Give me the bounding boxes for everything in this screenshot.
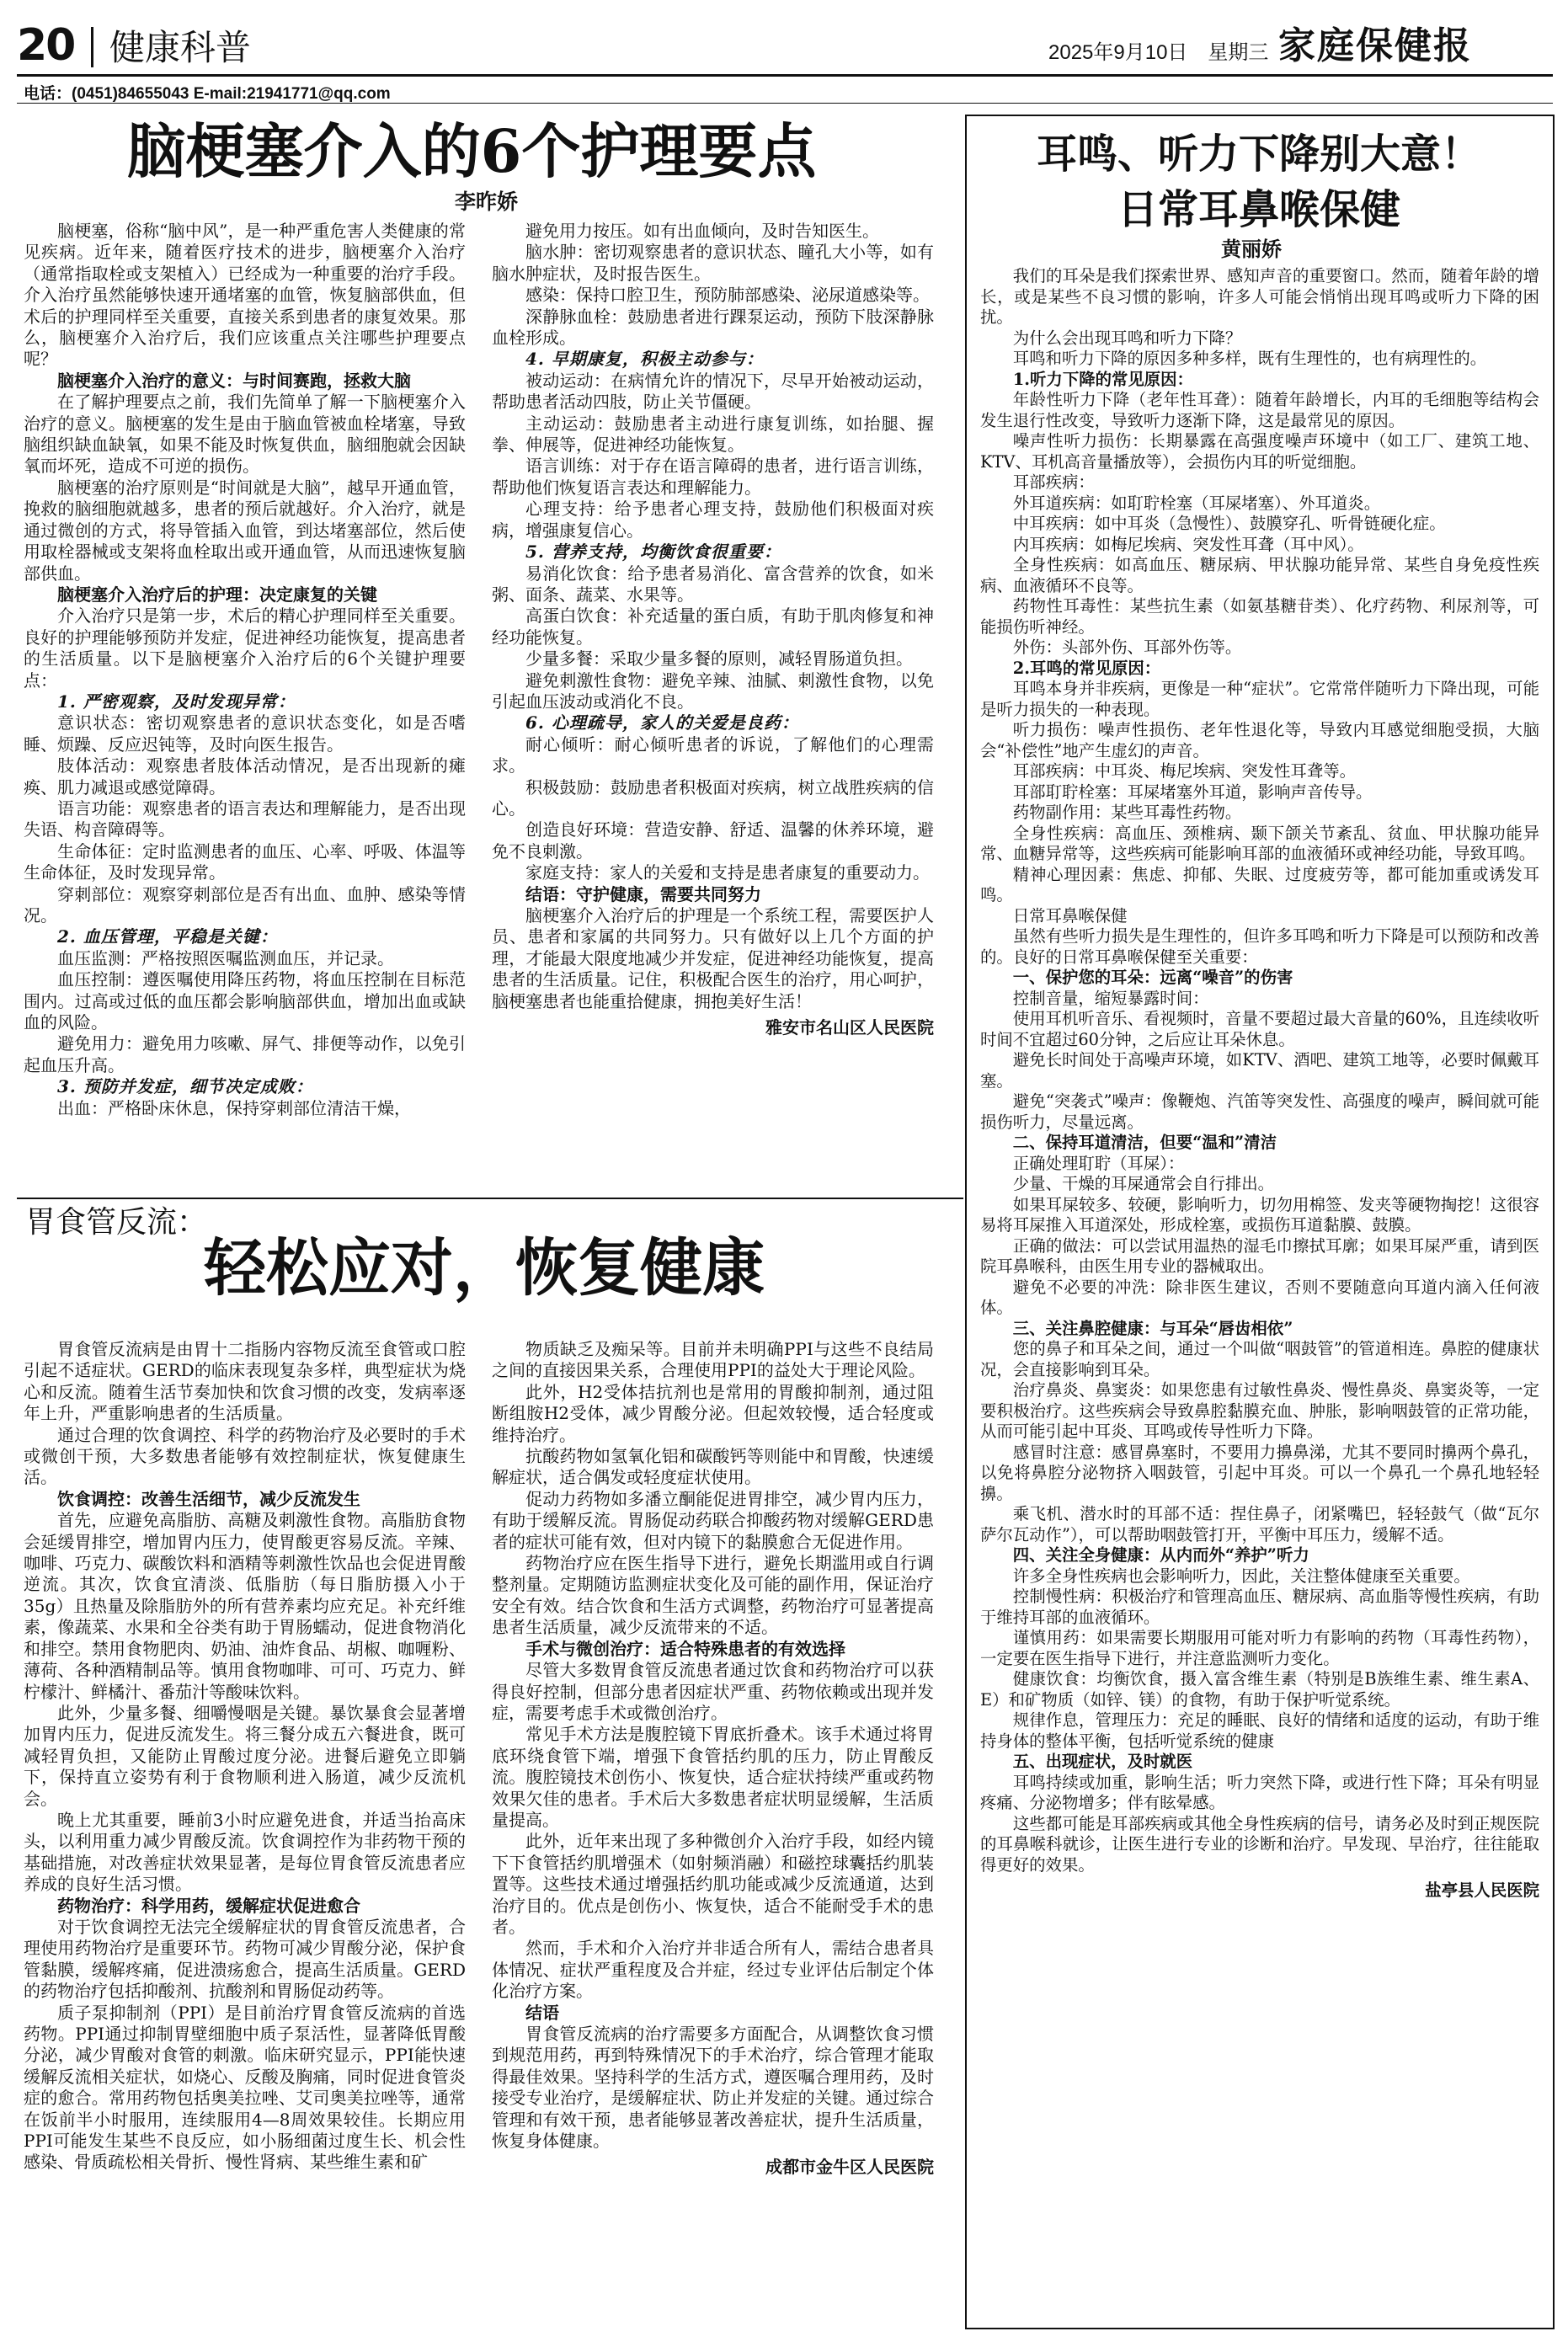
article2-column-2	[492, 1339, 934, 2333]
paragraph: 脑梗塞的治疗原则是“时间就是大脑”，越早开通血管，挽救的脑细胞就越多，患者的预后就越好。介入治疗，就是通过微创的方式，将导管插入血管，到达堵塞部位，然后使用取栓器械或支架将血栓取出或开通血管，从而迅速恢复脑部供血。	[24, 477, 466, 584]
paragraph: 脑梗塞，俗称“脑中风”，是一种严重危害人类健康的常见疾病。近年来，随着医疗技术的进步，脑梗塞介入治疗（通常指取栓或支架植入）已经成为一种重要的治疗手段。介入治疗虽然能够快速开通堵塞的血管，恢复脑部供血，但术后的护理同样至关重要，直接关系到患者的康复效果。那么，脑梗塞介入治疗后，我们应该重点关注哪些护理要点呢？	[24, 221, 466, 370]
paragraph: 噪声性听力损伤：长期暴露在高强度噪声环境中（如工厂、建筑工地、KTV、耳机高音量播放等），会损伤内耳的听觉细胞。	[980, 431, 1539, 472]
paragraph: 出血：严格卧床休息，保持穿刺部位清洁干燥，	[57, 1097, 411, 1118]
paragraph: 语言训练：对于存在语言障碍的患者，进行语言训练，帮助他们恢复语言表达和理解能力。	[492, 456, 934, 498]
numbered-heading: 2. 血压管理，平稳是关键：	[57, 926, 278, 947]
article3-body	[980, 266, 1539, 2321]
article1-title: 脑梗塞介入的6个护理要点	[126, 116, 817, 186]
numbered-heading: 5. 营养支持，均衡饮食很重要：	[525, 541, 781, 563]
paragraph: 创造良好环境：营造安静、舒适、温馨的休养环境，避免不良刺激。	[492, 819, 934, 862]
header-divider	[91, 27, 93, 67]
paragraph: 主动运动：鼓励患者主动进行康复训练，如抬腿、握拳、伸展等，促进神经功能恢复。	[492, 413, 934, 456]
paragraph: 精神心理因素：焦虑、抑郁、失眠、过度疲劳等，都可能加重或诱发耳鸣。	[980, 864, 1539, 904]
article3-title-line2: 日常耳鼻喉保健	[1117, 186, 1400, 233]
subheading: 饮食调控：改善生活细节，减少反流发生	[57, 1488, 360, 1509]
subheading: 脑梗塞介入治疗后的护理：决定康复的关键	[57, 584, 377, 605]
paragraph: 避免不必要的冲洗：除非医生建议，否则不要随意向耳道内滴入任何液体。	[980, 1277, 1539, 1317]
paragraph: 避免长时间处于高噪声环境，如KTV、酒吧、建筑工地等，必要时佩戴耳塞。	[980, 1050, 1539, 1091]
paragraph: 穿刺部位：观察穿刺部位是否有出血、血肿、感染等情况。	[24, 883, 466, 926]
paragraph: 听力损伤：噪声性损伤、老年性退化等，导致内耳感觉细胞受损，大脑会“补偿性”地产生虚幻的声音。	[980, 720, 1539, 760]
paragraph: 少量、干燥的耳屎通常会自行排出。	[1012, 1174, 1275, 1193]
paragraph: 在了解护理要点之前，我们先简单了解一下脑梗塞介入治疗的意义。脑梗塞的发生是由于脑血管被血栓堵塞，导致脑组织缺血缺氧，如果不能及时恢复供血，脑细胞就会因缺氧而坏死，造成不可逆的损伤。	[24, 392, 466, 477]
paragraph: 质子泵抑制剂（PPI）是目前治疗胃食管反流病的首选药物。PPI通过抑制胃壁细胞中质子泵活性，显著降低胃酸分泌，减少胃酸对食管的刺激。临床研究显示，PPI能快速缓解反流相关症状，如烧心、反酸及胸痛，同时促进食管炎症的愈合。常用药物包括奥美拉唑、艾司奥美拉唑等，通常在饭前半小时服用，连续服用4—8周效果较佳。长期应用PPI可能发生某些不良反应，如小肠细菌过度生长、机会性感染、骨质疏松相关骨折、慢性肾病、某些维生素和矿	[24, 2002, 466, 2173]
subheading: 脑梗塞介入治疗的意义：与时间赛跑，拯救大脑	[57, 370, 411, 391]
contact-line: 电话：(0451)84655043 E-mail:21941771@qq.com	[24, 85, 391, 103]
paragraph: 中耳疾病：如中耳炎（急慢性）、鼓膜穿孔、听骨链硬化症。	[1012, 514, 1446, 533]
paragraph: 积极鼓励：鼓励患者积极面对疾病，树立战胜疾病的信心。	[492, 776, 934, 819]
article3-title-line1: 耳鸣、听力下降别大意！	[1036, 131, 1481, 178]
paragraph: 生命体征：定时监测患者的血压、心率、呼吸、体温等生命体征，及时发现异常。	[24, 840, 466, 883]
paragraph: 外耳道疾病：如耵聍栓塞（耳屎堵塞）、外耳道炎。	[1012, 493, 1381, 513]
paragraph: 避免“突袭式”噪声：像鞭炮、汽笛等突发性、高强度的噪声，瞬间就可能损伤听力，尽量远离。	[980, 1091, 1539, 1132]
paragraph: 控制慢性病：积极治疗和管理高血压、糖尿病、高血脂等慢性疾病，有助于维持耳部的血液循环。	[980, 1587, 1539, 1627]
subheading: 一、保护您的耳朵：远离“噪音”的伤害	[1012, 968, 1293, 987]
hospital-signature: 雅安市名山区人民医院	[765, 1017, 934, 1038]
paragraph: 耳部疾病：中耳炎、梅尼埃病、突发性耳聋等。	[1012, 761, 1356, 781]
newspaper-name: 家庭保健报	[1278, 24, 1472, 67]
paragraph: 对于饮食调控无法完全缓解症状的胃食管反流患者，合理使用药物治疗是重要环节。药物可减少胃酸分泌，保护食管黏膜，缓解疼痛，促进溃疡愈合，提高生活质量。GERD的药物治疗包括抑酸剂、抗酸剂和胃肠促动药等。	[24, 1916, 466, 2002]
paragraph: 晚上尤其重要，睡前3小时应避免进食，并适当抬高床头，以利用重力减少胃酸反流。饮食调控作为非药物干预的基础措施，对改善症状效果显著，是每位胃食管反流患者应养成的良好生活习惯。	[24, 1809, 466, 1895]
paragraph: 虽然有些听力损失是生理性的，但许多耳鸣和听力下降是可以预防和改善的。良好的日常耳鼻喉保健至关重要：	[980, 926, 1539, 967]
hospital-signature: 成都市金牛区人民医院	[765, 2157, 934, 2178]
paragraph: 耳鸣本身并非疾病，更像是一种“症状”。它常常伴随听力下降出现，可能是听力损失的一种表现。	[980, 679, 1539, 719]
subheading: 五、出现症状，及时就医	[1012, 1752, 1193, 1771]
paragraph: 正确的做法：可以尝试用温热的湿毛巾擦拭耳廓；如果耳屎严重，请到医院耳鼻喉科，由医生用专业的器械取出。	[980, 1235, 1539, 1276]
numbered-heading: 1. 严密观察，及时发现异常：	[57, 691, 296, 712]
paragraph: 如果耳屎较多、较硬，影响听力，切勿用棉签、发夹等硬物掏挖！这很容易将耳屎推入耳道深处，形成栓塞，或损伤耳道黏膜、鼓膜。	[980, 1194, 1539, 1235]
paragraph: 治疗鼻炎、鼻窦炎：如果您患有过敏性鼻炎、慢性鼻炎、鼻窦炎等，一定要积极治疗。这些疾病会导致鼻腔黏膜充血、肿胀，影响咽鼓管的正常功能，从而可能引起中耳炎、耳鸣或传导性听力下降。	[980, 1380, 1539, 1441]
numbered-heading: 3. 预防并发症，细节决定成败：	[57, 1076, 313, 1097]
article2-column-1	[24, 1339, 466, 2333]
article3-title	[968, 126, 1549, 237]
numbered-heading: 4. 早期康复，积极主动参与：	[525, 349, 764, 370]
paragraph: 药物性耳毒性：某些抗生素（如氨基糖苷类）、化疗药物、利尿剂等，可能损伤听神经。	[980, 596, 1539, 637]
subheading: 1.听力下降的常见原因：	[1012, 369, 1193, 389]
paragraph: 谨慎用药：如果需要长期服用可能对听力有影响的药物（耳毒性药物），一定要在医生指导下进行，并注意监测听力变化。	[980, 1628, 1539, 1668]
paragraph: 全身性疾病：如高血压、糖尿病、甲状腺功能异常、某些自身免疫性疾病、血液循环不良等。	[980, 555, 1539, 595]
paragraph: 被动运动：在病情允许的情况下，尽早开始被动运动，帮助患者活动四肢，防止关节僵硬。	[492, 370, 934, 413]
paragraph: 此外，少量多餐、细嚼慢咽是关键。暴饮暴食会显著增加胃内压力，促进反流发生。将三餐分成五六餐进食，既可减轻胃负担，又能防止胃酸过度分泌。进餐后避免立即躺下，保持直立姿势有利于食物顺利进入肠道，减少反流机会。	[24, 1702, 466, 1809]
article2-title: 轻松应对，恢复健康	[204, 1232, 765, 1304]
paragraph: 规律作息，管理压力：充足的睡眠、良好的情绪和适度的运动，有助于维持身体的整体平衡，包括听觉系统的健康	[980, 1710, 1539, 1751]
article-separator	[17, 1198, 963, 1199]
paragraph: 首先，应避免高脂肪、高糖及刺激性食物。高脂肪食物会延缓胃排空，增加胃内压力，使胃酸更容易反流。辛辣、咖啡、巧克力、碳酸饮料和酒精等刺激性饮品也会促进胃酸逆流。其次，饮食宜清淡、低脂肪（每日脂肪摄入小于35g）且热量及除脂肪外的所有营养素均应充足。补充纤维素，像蔬菜、水果和全谷类有助于胃肠蠕动，促进食物消化和排空。禁用食物肥肉、奶油、油炸食品、胡椒、咖喱粉、薄荷、各种酒精制品等。慎用食物咖啡、可可、巧克力、鲜柠檬汁、鲜橘汁、番茄汁等酸味饮料。	[24, 1510, 466, 1702]
issue-date: 2025年9月10日 星期三	[1048, 41, 1269, 64]
paragraph: 介入治疗只是第一步，术后的精心护理同样至关重要。良好的护理能够预防并发症，促进神经功能恢复，提高患者的生活质量。以下是脑梗塞介入治疗后的6个关键护理要点：	[24, 606, 466, 691]
paragraph: 肢体活动：观察患者肢体活动情况，是否出现新的瘫痪、肌力减退或感觉障碍。	[24, 755, 466, 798]
paragraph: 您的鼻子和耳朵之间，通过一个叫做“咽鼓管”的管道相连。鼻腔的健康状况，会直接影响到耳朵。	[980, 1339, 1539, 1379]
paragraph: 血压监测：严格按照医嘱监测血压，并记录。	[57, 947, 394, 968]
paragraph: 此外，近年来出现了多种微创介入治疗手段，如经内镜下下食管括约肌增强术（如射频消融）和磁控球囊括约肌装置等。这些技术通过增强括约肌功能或减少反流通道，达到治疗目的。优点是创伤小、恢复快，适合不能耐受手术的患者。	[492, 1831, 934, 1937]
paragraph: 避免用力：避免用力咳嗽、屏气、排便等动作，以免引起血压升高。	[24, 1033, 466, 1075]
hospital-signature: 盐亭县人民医院	[1425, 1881, 1539, 1900]
subheading: 结语：守护健康，需要共同努力	[525, 883, 761, 904]
paragraph: 全身性疾病：高血压、颈椎病、颞下颌关节紊乱、贫血、甲状腺功能异常、血糖异常等，这些疾病可能影响耳部的血液循环或神经功能，导致耳鸣。	[980, 823, 1539, 863]
subheading: 三、关注鼻腔健康：与耳朵“唇齿相依”	[1012, 1318, 1293, 1338]
paragraph: 此外，H2受体拮抗剂也是常用的胃酸抑制剂，通过阻断组胺H2受体，减少胃酸分泌。但起效较慢，适合轻度或维持治疗。	[492, 1381, 934, 1445]
paragraph: 感染：保持口腔卫生，预防肺部感染、泌尿道感染等。	[525, 285, 930, 306]
paragraph: 耳鸣持续或加重，影响生活；听力突然下降，或进行性下降；耳朵有明显疼痛、分泌物增多；伴有眩晕感。	[980, 1772, 1539, 1812]
article1-column-2	[492, 221, 934, 1198]
paragraph: 少量多餐：采取少量多餐的原则，减轻胃肠道负担。	[525, 648, 913, 670]
page-number: 20	[17, 20, 75, 71]
paragraph: 促动力药物如多潘立酮能促进胃排空，减少胃内压力，有助于缓解反流。胃肠促动药联合抑酸药物对缓解GERD患者的症状可能有效，但对内镜下的黏膜愈合无促进作用。	[492, 1488, 934, 1552]
article1-column-1	[24, 221, 466, 1198]
paragraph: 为什么会出现耳鸣和听力下降？	[1012, 328, 1242, 348]
paragraph: 高蛋白饮食：补充适量的蛋白质，有助于肌肉修复和神经功能恢复。	[492, 606, 934, 648]
paragraph: 胃食管反流病的治疗需要多方面配合，从调整饮食习惯到规范用药，再到特殊情况下的手术治疗，综合管理才能取得最佳效果。坚持科学的生活方式，遵医嘱合理用药，及时接受专业治疗，是缓解症状、防止并发症的关键。通过综合管理和有效干预，患者能够显著改善症状，提升生活质量，恢复身体健康。	[492, 2024, 934, 2152]
paragraph: 健康饮食：均衡饮食，摄入富含维生素（特别是B族维生素、维生素A、E）和矿物质（如锌、镁）的食物，有助于保护听觉系统。	[980, 1669, 1539, 1710]
paragraph: 易消化饮食：给予患者易消化、富含营养的饮食，如米粥、面条、蔬菜、水果等。	[492, 563, 934, 605]
paragraph: 然而，手术和介入治疗并非适合所有人，需结合患者具体情况、症状严重程度及合并症，经过专业评估后制定个体化治疗方案。	[492, 1938, 934, 2002]
paragraph: 乘飞机、潜水时的耳部不适：捏住鼻子，闭紧嘴巴，轻轻鼓气（做“瓦尔萨尔瓦动作”），可以帮助咽鼓管打开，平衡中耳压力，缓解不适。	[980, 1504, 1539, 1544]
paragraph: 外伤：头部外伤、耳部外伤等。	[1012, 638, 1242, 657]
paragraph: 药物副作用：某些耳毒性药物。	[1012, 803, 1242, 822]
paragraph: 药物治疗应在医生指导下进行，避免长期滥用或自行调整剂量。定期随访监测症状变化及可能的副作用，保证治疗安全有效。结合饮食和生活方式调整，药物治疗可显著提高患者生活质量，减少反流带来的不适。	[492, 1553, 934, 1638]
subheading: 二、保持耳道清洁，但要“温和”清洁	[1012, 1133, 1277, 1152]
paragraph: 我们的耳朵是我们探索世界、感知声音的重要窗口。然而，随着年龄的增长，或是某些不良习惯的影响，许多人可能会悄悄出现耳鸣或听力下降的困扰。	[980, 266, 1539, 327]
paragraph: 这些都可能是耳部疾病或其他全身性疾病的信号，请务必及时到正规医院的耳鼻喉科就诊，让医生进行专业的诊断和治疗。早发现、早治疗，往往能取得更好的效果。	[980, 1813, 1539, 1875]
paragraph: 耐心倾听：耐心倾听患者的诉说，了解他们的心理需求。	[492, 734, 934, 776]
paragraph: 脑水肿：密切观察患者的意识状态、瞳孔大小等，如有脑水肿症状，及时报告医生。	[492, 242, 934, 284]
subheading: 药物治疗：科学用药，缓解症状促进愈合	[57, 1895, 360, 1916]
paragraph: 家庭支持：家人的关爱和支持是患者康复的重要动力。	[525, 862, 930, 883]
paragraph: 胃食管反流病是由胃十二指肠内容物反流至食管或口腔引起不适症状。GERD的临床表现复杂多样，典型症状为烧心和反流。随着生活节奏加快和饮食习惯的改变，发病率逐年上升，严重影响患者的生活质量。	[24, 1339, 466, 1424]
paragraph: 控制音量，缩短暴露时间：	[1012, 988, 1209, 1008]
article2-kicker: 胃食管反流：	[25, 1205, 208, 1240]
header-rule	[17, 74, 1553, 77]
paragraph: 内耳疾病：如梅尼埃病、突发性耳聋（耳中风）。	[1012, 534, 1364, 554]
section-title: 健康科普	[109, 27, 252, 68]
subheading: 四、关注全身健康：从内而外“养护”听力	[1012, 1545, 1309, 1565]
paragraph: 正确处理耵聍（耳屎）：	[1012, 1153, 1185, 1173]
article1-author: 李昨娇	[455, 189, 519, 214]
paragraph: 物质缺乏及痴呆等。目前并未明确PPI与这些不良结局之间的直接因果关系，合理使用PPI的益处大于理论风险。	[492, 1339, 934, 1381]
paragraph: 年龄性听力下降（老年性耳聋）：随着年龄增长，内耳的毛细胞等结构会发生退行性改变，导致听力逐渐下降，这是最常见的原因。	[980, 390, 1539, 430]
paragraph: 使用耳机听音乐、看视频时，音量不要超过最大音量的60%，且连续收听时间不宜超过60分钟，之后应让耳朵休息。	[980, 1009, 1539, 1049]
article3-author: 黄丽娇	[1221, 237, 1282, 261]
subheading: 结语	[525, 2002, 559, 2023]
header-rule-thin	[17, 103, 1553, 104]
paragraph: 血压控制：遵医嘱使用降压药物，将血压控制在目标范围内。过高或过低的血压都会影响脑部供血，增加出血或缺血的风险。	[24, 969, 466, 1033]
paragraph: 通过合理的饮食调控、科学的药物治疗及必要时的手术或微创干预，大多数患者能够有效控制症状，恢复健康生活。	[24, 1424, 466, 1488]
numbered-heading: 6. 心理疏导，家人的关爱是良药：	[525, 712, 799, 734]
paragraph: 感冒时注意：感冒鼻塞时，不要用力擤鼻涕，尤其不要同时擤两个鼻孔，以免将鼻腔分泌物挤入咽鼓管，引起中耳炎。可以一个鼻孔一个鼻孔地轻轻擤。	[980, 1442, 1539, 1503]
paragraph: 深静脉血栓：鼓励患者进行踝泵运动，预防下肢深静脉血栓形成。	[492, 306, 934, 349]
subheading: 手术与微创治疗：适合特殊患者的有效选择	[525, 1638, 845, 1659]
paragraph: 意识状态：密切观察患者的意识状态变化，如是否嗜睡、烦躁、反应迟钝等，及时向医生报告。	[24, 712, 466, 755]
paragraph: 耳部疾病：	[1012, 472, 1095, 492]
paragraph: 脑梗塞介入治疗后的护理是一个系统工程，需要医护人员、患者和家属的共同努力。只有做好以上几个方面的护理，才能最大限度地减少并发症，促进神经功能恢复，提高患者的生活质量。记住，积极配合医生的治疗，用心呵护，脑梗塞患者也能重拾健康，拥抱美好生活！	[492, 905, 934, 1011]
paragraph: 语言功能：观察患者的语言表达和理解能力，是否出现失语、构音障碍等。	[24, 798, 466, 840]
paragraph: 许多全身性疾病也会影响听力，因此，关注整体健康至关重要。	[1012, 1566, 1470, 1586]
paragraph: 避免刺激性食物：避免辛辣、油腻、刺激性食物，以免引起血压波动或消化不良。	[492, 670, 934, 712]
subheading: 2.耳鸣的常见原因：	[1012, 658, 1161, 678]
paragraph: 耳鸣和听力下降的原因多种多样，既有生理性的，也有病理性的。	[1012, 349, 1487, 368]
paragraph: 耳部耵聍栓塞：耳屎堵塞外耳道，影响声音传导。	[1012, 782, 1373, 802]
paragraph: 心理支持：给予患者心理支持，鼓励他们积极面对疾病，增强康复信心。	[492, 499, 934, 541]
paragraph: 避免用力按压。如有出血倾向，及时告知医生。	[525, 221, 879, 241]
paragraph: 日常耳鼻喉保健	[1012, 905, 1128, 926]
paragraph: 常见手术方法是腹腔镜下胃底折叠术。该手术通过将胃底环绕食管下端，增强下食管括约肌的压力，防止胃酸反流。腹腔镜技术创伤小、恢复快，适合症状持续严重或药物效果欠佳的患者。手术后大多数患者症状明显缓解，生活质量提高。	[492, 1724, 934, 1830]
paragraph: 抗酸药物如氢氧化铝和碳酸钙等则能中和胃酸，快速缓解症状，适合偶发或轻度症状使用。	[492, 1446, 934, 1488]
paragraph: 尽管大多数胃食管反流患者通过饮食和药物治疗可以获得良好控制，但部分患者因症状严重、药物依赖或出现并发症，需要考虑手术或微创治疗。	[492, 1660, 934, 1723]
